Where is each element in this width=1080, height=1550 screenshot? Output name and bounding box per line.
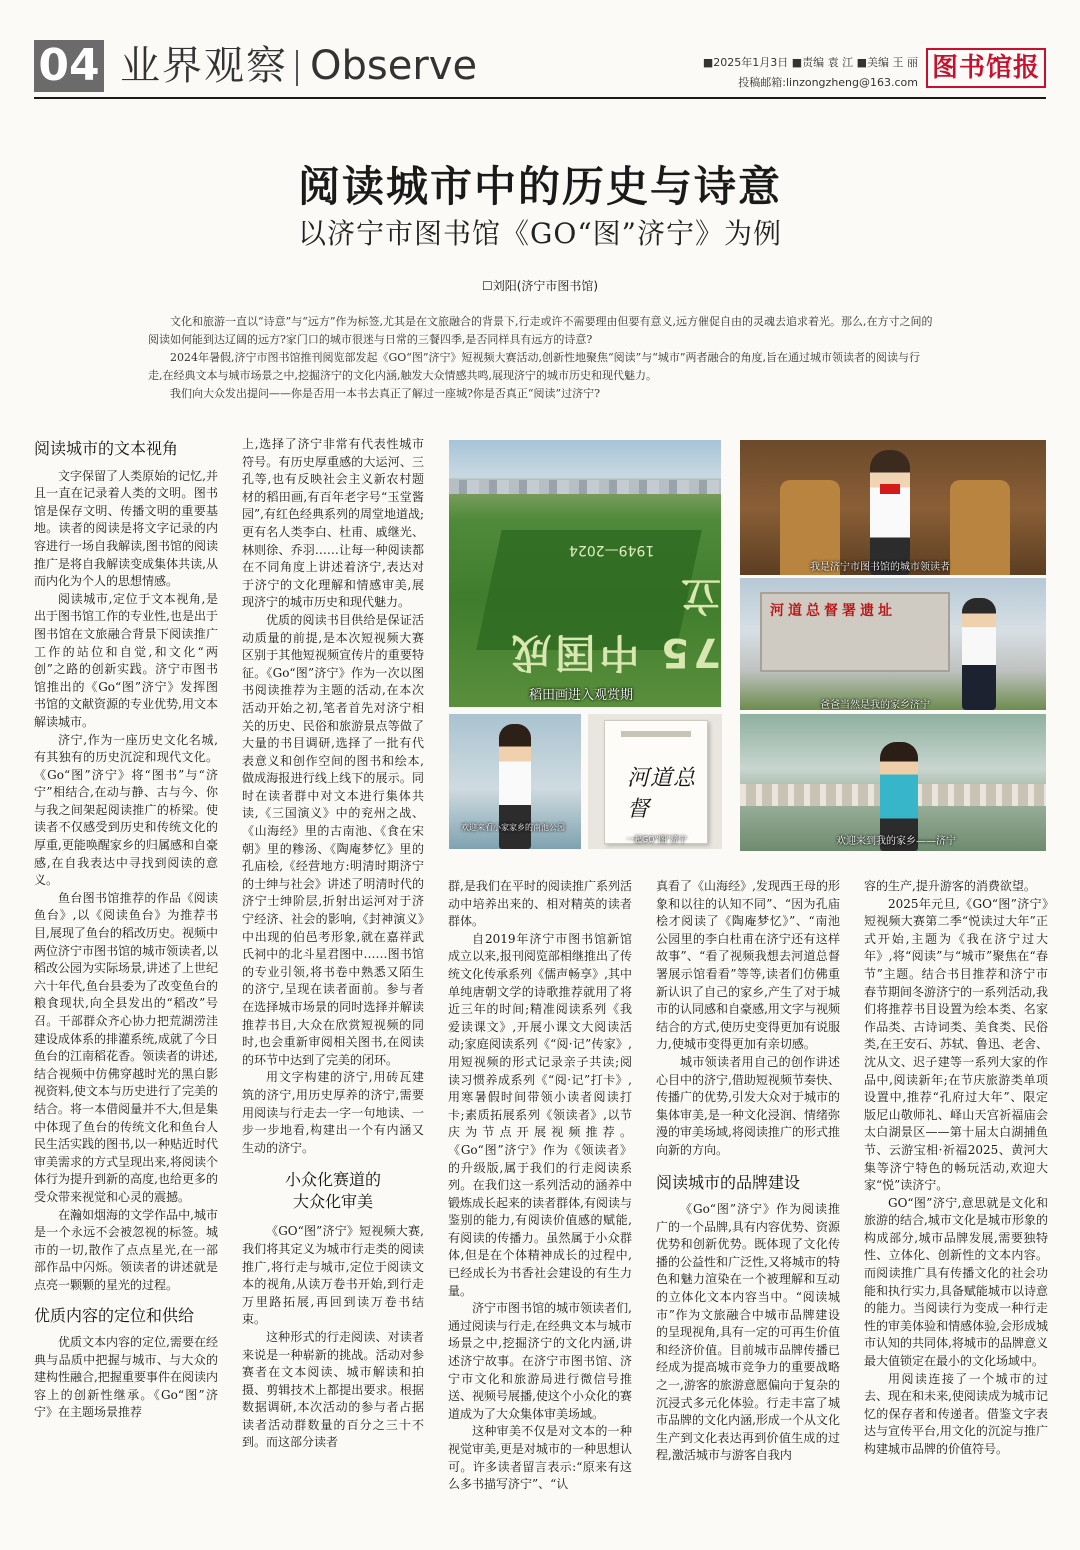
field-art-year: 1949—2024 bbox=[569, 542, 655, 558]
photo-girl-bridge bbox=[740, 714, 1046, 851]
intro-paragraph: 2024年暑假,济宁市图书馆推刊阅览部发起《GO“图”济宁》短视频大赛活动,创新性地聚焦“阅读”与“城市”两者融合的角度,旨在通过城市领读者的阅读与行走,在经典文本与城市场景之中,挖掘济宁的文化内涵,触发大众情感共鸣,展现济宁的城市历史和现代魅力。 bbox=[148, 351, 921, 382]
section-heading: 阅读城市的品牌建设 bbox=[656, 1172, 801, 1192]
section-heading: 阅读城市的文本视角 bbox=[34, 439, 179, 458]
city-skyline bbox=[449, 480, 721, 494]
photo-caption: 爸爸当然是我的家乡济宁 bbox=[820, 700, 930, 710]
section-heading-line: 小众化赛道的 bbox=[284, 1170, 381, 1190]
photo-caption: 欢迎来看小家家乡的南池公园 bbox=[461, 823, 565, 832]
photo-rice-field-art bbox=[449, 440, 721, 707]
paragraph: 群,是我们在平时的阅读推广系列活动中培养出来的、相对精英的读者群体。 bbox=[448, 879, 632, 929]
field-art-text: 75 中国成立 bbox=[507, 572, 721, 675]
paragraph: 2025年元旦,《GO“图”济宁》短视频大赛第二季“悦读过大年”正式开始,主题为《我在济宁过大年》,将“阅读”与“城市”聚焦在“春节”主题。结合书目推荐和济宁市春节期间冬游济宁的一系列活动,我们将推荐书目设置为绘本类、名家作品类、古诗词类、美食类、民俗类,在王安石、苏轼、鲁迅、老舍、沈从文、迟子建等一系列大家的作品中,阅读新年;在节庆旅游类单项设置中,推荐“孔府过大年”、限定版尼山敬师礼、峄山天宫祈福庙会太白湖景区——第十届太白湖捕鱼节、云游宝相·祈福2025、黄河大集等济宁特色的畅玩活动,欢迎大家“悦”读济宁。 bbox=[864, 896, 1048, 1193]
paragraph: GO“图”济宁,意思就是文化和旅游的结合,城市文化是城市形象的构成部分,城市品牌发展,需要独特性、立体化、创新性的文本内容。而阅读推广具有传播文化的社会功能和执行实力,具备赋能城市以诗意的能力。当阅读行为变成一种行走性的审美体验和情感体验,会形成城市认知的共同体,将城市的品牌意义最大值锁定在最小的文化场域中。 bbox=[864, 1195, 1048, 1369]
article-author: ☐刘阳(济宁市图书馆) bbox=[481, 279, 599, 293]
girl-figure bbox=[870, 450, 910, 575]
section-heading bbox=[242, 1169, 424, 1213]
photo-caption: 我是济宁市图书馆的城市领读者 bbox=[810, 562, 950, 573]
section-title-cn: 业界观察 bbox=[120, 43, 288, 89]
paragraph: 上,选择了济宁非常有代表性城市符号。有历史厚重感的大运河、三孔等,也有反映社会主义新农村题材的稻田画,有百年老字号“玉堂酱园”,有红色经典系列的周堂地道战;更有名人类李白、杜甫、戚继光、林则徐、乔羽……让每一种阅读都在不同角度上讲述着济宁,表达对于济宁的文化理解和情感审美,展现济宁的城市历史和现代魅力。 bbox=[242, 437, 424, 610]
date-editors: ■2025年1月3日 ■责编 袁 江 ■美编 王 丽 bbox=[702, 56, 918, 69]
paragraph: 济宁,作为一座历史文化名城,有其独有的历史沉淀和现代文化。《Go“图”济宁》将“图书”与“济宁”相结合,在动与静、古与今、你与我之间架起阅读推广的桥梁。使读者不仅感受到历史和传统文化的厚重,更能唤醒家乡的归属感和自豪感,在自我表达中寻找到阅读的意义。 bbox=[34, 732, 218, 888]
header-rule bbox=[34, 97, 1046, 99]
paragraph: 优质的阅读书目供给是保证活动质量的前提,是本次短视频大赛区别于其他短视频宣传片的重要特征。《Go“图”济宁》作为一次以图书阅读推荐为主题的活动,在本次活动开始之初,笔者首先对济宁相关的历史、民俗和旅游景点等做了大量的书目调研,选择了一批有代表意义和创作空间的图书和绘本,做成海报进行线上线下的展示。同时在读者群中对文本进行集体共读,《三国演义》中的兖州之战、《山海经》里的古南池、《食在宋朝》里的糁汤、《陶庵梦忆》里的孔庙桧,《经营地方:明清时期济宁的士绅与社会》讲述了明清时代的济宁士绅阶层,折射出运河对于济宁经济、社会的影响,《封神演义》中出现的伯邑考形象,就在嘉祥武氏祠中的北斗星君图中……图书馆的专业引领,将书卷中熟悉又陌生的济宁,呈现在读者面前。参与者在选择城市场景的同时选择并解读推荐书目,大众在欣赏短视频的同时,也会重新审阅相关图书,在阅读的环节中达到了完美的闭环。 bbox=[242, 612, 424, 1067]
book-stripe bbox=[621, 731, 691, 737]
photo-girl-lake bbox=[449, 714, 581, 849]
paragraph: 用文字构建的济宁,用砖瓦建筑的济宁,用历史厚养的济宁,需要用阅读与行走去一字一句地读、一步一步地看,构建出一个有内涵又生动的济宁。 bbox=[242, 1070, 424, 1155]
photo-caption: 欢迎来到我的家乡——济宁 bbox=[836, 836, 956, 847]
article-intro bbox=[148, 313, 934, 403]
book-title: 河道总督 bbox=[627, 766, 697, 822]
column-4 bbox=[656, 878, 840, 1465]
article-title: 阅读城市中的历史与诗意 bbox=[297, 162, 782, 211]
boy-figure bbox=[962, 598, 996, 710]
photo-girl-reader bbox=[740, 440, 1046, 575]
book bbox=[604, 720, 708, 844]
photo-book-cover bbox=[588, 714, 722, 849]
submission-email: 投稿邮箱:linzongzheng@163.com bbox=[738, 76, 918, 89]
section-title-en: Observe bbox=[310, 43, 478, 89]
paragraph: 文字保留了人类原始的记忆,并且一直在记录着人类的文明。图书馆是保存文明、传播文明的重要基地。读者的阅读是将文字记录的内容进行一场自我解读,图书馆的阅读推广是将自我解读变成集体共读,从而内化为个人的思想情感。 bbox=[34, 468, 218, 589]
page-header bbox=[34, 34, 1046, 96]
paragraph: 阅读城市,定位于文本视角,是出于图书馆工作的专业性,也是出于图书馆在文旅融合背景下阅读推广工作的站位和自觉,和文化“两创”之路的创新实践。济宁市图书馆推出的《Go“图”济宁》发挥图书馆的文献资源的专业优势,用文本解读城市。 bbox=[34, 591, 218, 729]
paragraph: 用阅读连接了一个城市的过去、现在和未来,使阅读成为城市记忆的保存者和传递者。借鉴文字表达与宣传平台,用文化的沉淀与推广构建城市品牌的价值符号。 bbox=[864, 1371, 1048, 1456]
paragraph: 自2019年济宁市图书馆新馆成立以来,报刊阅览部相继推出了传统文化传承系列《儒声畅享》,其中单纯唐朝文学的诗歌推荐就用了将近三年的时间;精准阅读系列《我爱读课文》,开展小课文大阅读活动;家庭阅读系列《“阅·记”传家》,用短视频的形式记录亲子共读;阅读习惯养成系列《“阅·记”打卡》,用寒暑假时间带领小读者阅读打卡;素质拓展系列《领读者》,以节庆为节点开展视频推荐。《Go“图”济宁》作为《领读者》的升级版,属于我们的行走阅读系列。在我们这一系列活动的涵养中锻炼成长起来的读者群体,有阅读与鉴别的能力,有阅读价值感的赋能,有阅读的传播力。虽然属于小众群体,但是在个体精神成长的过程中,已经成长为书香社会建设的有生力量。 bbox=[448, 931, 632, 1298]
chair bbox=[950, 480, 1010, 575]
paragraph: 这种审美不仅是对文本的一种视觉审美,更是对城市的一种思想认可。许多读者留言表示:“原来有这么多书描写济宁”、“认 bbox=[448, 1424, 632, 1492]
column-2 bbox=[242, 436, 424, 1452]
paragraph: 在瀚如烟海的文学作品中,城市是一个永远不会被忽视的标签。城市的一切,散作了点点星光,在一部部作品中闪烁。领读者的讲述就是点亮一颗颗的星光的过程。 bbox=[34, 1207, 218, 1292]
paragraph: 真看了《山海经》,发现西王母的形象和以往的认知不同”、“因为孔庙桧才阅读了《陶庵梦忆》”、“南池公园里的李白杜甫在济宁还有这样故事”、“看了视频我想去河道总督署展示馆看看”等等,读者们仿佛重新认识了自己的家乡,产生了对于城市的认同感和自豪感,用文字与视频结合的方式,使历史变得更加有说服力,使城市变得更加有亲切感。 bbox=[656, 879, 840, 1052]
paragraph: 这种形式的行走阅读、对读者来说是一种崭新的挑战。活动对参赛者在文本阅读、城市解读和拍摄、剪辑技术上都提出要求。根据数据调研,本次活动的参与者占据读者活动群数量的百分之三十不到。而这部分读者 bbox=[242, 1329, 424, 1450]
paragraph: 济宁市图书馆的城市领读者们,通过阅读与行走,在经典文本与城市场景之中,挖掘济宁的文化内涵,讲述济宁故事。在济宁市图书馆、济宁市文化和旅游局进行微信号推送、视频号展播,使这个小众化的赛道成为了大众集体审美场域。 bbox=[448, 1301, 632, 1421]
masthead-logo: 图书馆报 bbox=[926, 48, 1046, 88]
paragraph: 容的生产,提升游客的消费欲望。 bbox=[864, 879, 1036, 893]
intro-paragraph: 我们向大众发出提问——你是否用一本书去真正了解过一座城?你是否真正“阅读”过济宁? bbox=[170, 387, 601, 400]
section-heading: 优质内容的定位和供给 bbox=[34, 1305, 195, 1325]
photo-stele-boy bbox=[740, 578, 1046, 710]
paragraph: 鱼台图书馆推荐的作品《阅读鱼台》,以《阅读鱼台》为推荐书目,展现了鱼台的稻改历史。视频中两位济宁市图书馆的城市领读者,以稻改公园为实际场景,讲述了上世纪六十年代,鱼台县委为了改变鱼台的粮食现状,向全县发出的“稻改”号召。干部群众齐心协力把荒湖涝洼建设成体系的排灌系统,成就了今日鱼台的江南稻花香。领读者的讲述,结合视频中仿佛穿越时光的黑白影视资料,使文本与历史进行了完美的结合。将一本借阅量并不大,但是集中体现了鱼台的传统文化和鱼台人民生活实践的图书,以一种贴近时代审美需求的方式呈现出来,将阅读个体行为提升到新的高度,也给更多的受众带来视觉和心灵的震撼。 bbox=[34, 890, 218, 1204]
paragraph: 《Go“图”济宁》作为阅读推广的一个品牌,具有内容优势、资源优势和创新优势。既体现了文化传播的公益性和广泛性,又将城市的特色和魅力渲染在一个被理解和互动的立体化文本内容当中。“阅读城市”作为文旅融合中城市品牌建设的呈现视角,具有一定的可再生价值和经济价值。目前城市品牌传播已经成为提高城市竞争力的重要战略之一,游客的旅游意愿偏向于复杂的沉浸式多元化体验。行走丰富了城市品牌的文化内涵,形成一个从文化生产到文化表达再到价值生成的过程,激活城市与游客自我内 bbox=[656, 1202, 840, 1463]
paragraph: 优质文本内容的定位,需要在经典与品质中把握与城市、与大众的建构性融合,把握重要事件在阅读内容上的创新性继承。《Go“图”济宁》在主题场景推荐 bbox=[34, 1335, 218, 1420]
photo-caption: 稻田画进入观赏期 bbox=[529, 688, 634, 703]
section-divider bbox=[296, 50, 298, 86]
column-3 bbox=[448, 878, 632, 1494]
page-number: 04 bbox=[34, 40, 104, 92]
section-heading-line: 大众化审美 bbox=[292, 1192, 373, 1212]
paragraph: 《GO“图”济宁》短视频大赛,我们将其定义为城市行走类的阅读推广,将行走与城市,定位于阅读文本的视角,从读万卷书开始,到行走万里路拓展,再回到读万卷书结束。 bbox=[242, 1224, 424, 1327]
photo-caption: 一起GO“图”济宁 bbox=[626, 835, 687, 844]
article-subtitle: 以济宁市图书馆《GO“图”济宁》为例 bbox=[298, 217, 782, 250]
stele-inscription: 河道总督署遗址 bbox=[770, 603, 896, 619]
red-scarf bbox=[880, 484, 900, 494]
column-5 bbox=[864, 878, 1048, 1459]
intro-paragraph: 文化和旅游一直以“诗意”与“远方”作为标签,尤其是在文旅融合的背景下,行走或许不需要理由但要有意义,远方催促自由的灵魂去追求着光。那么,在方寸之间的阅读如何能到达辽阔的远方?家门口的城市很迷与日常的三餐四季,是否同样具有远方的诗意? bbox=[148, 315, 933, 346]
paragraph: 城市领读者用自己的创作讲述心目中的济宁,借助短视频节奏快、传播广的优势,引发大众对于城市的集体审美,是一种文化浸润、情绪弥漫的审美场域,将阅读推广的形式推向新的方向。 bbox=[656, 1054, 840, 1157]
column-1 bbox=[34, 436, 218, 1422]
